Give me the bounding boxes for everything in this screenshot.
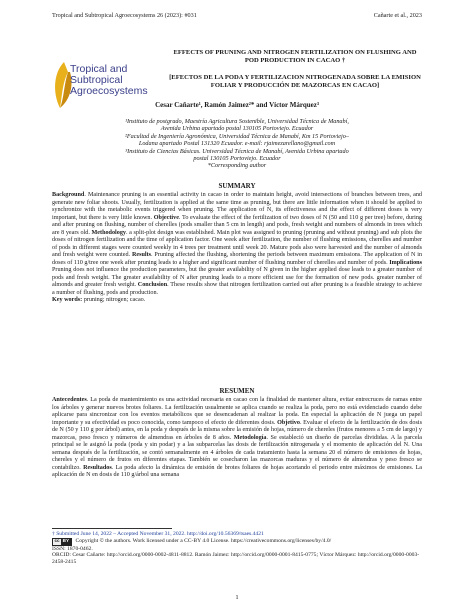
summary-text bbox=[52, 192, 422, 305]
footnotes bbox=[52, 531, 422, 565]
objetivo-label: Objetivo bbox=[277, 419, 300, 426]
summary-heading: SUMMARY bbox=[218, 182, 256, 190]
implications-text: Pruning does not influence the production parameters, but the greater availability of N given in the higher applied dose leads to a greater number of pods and fresh weight. The greater availability of N after pruning leads to a more efficient use for the formation of new pods. greater number of almonds and greater fresh weight. bbox=[52, 267, 422, 288]
orcid-list bbox=[52, 552, 422, 565]
objective-text: . To evaluate the effect of the fertilization of two doses of N (50 and 110 g per tree) before, during and after pruning on flushing, number of cherelles (pods smaller than 5 cm in length) and pods, fresh weight and numbers of almonds in trees which are 8 years old. bbox=[52, 214, 423, 236]
results-label: Results bbox=[131, 252, 152, 258]
affiliation-2: ²Facultad de Ingeniería Agronómica, Universidad Técnica de Manabí, Km 15 Portoviejo–Lodana apartado Postal 131320 Ecuador. e-mail: rjaimezarellano@gmail.com bbox=[125, 132, 349, 148]
keywords-text: pruning; nitrogen; cacao. bbox=[82, 297, 146, 303]
cc-label: cc bbox=[54, 538, 60, 544]
author-list: Cesar Cañarte¹, Ramón Jaimez²* and Víctor Márquez³ bbox=[155, 101, 319, 109]
page-number: 1 bbox=[235, 594, 239, 601]
affiliation-3: ³Instituto de Ciencias Básicas. Universidad Técnica de Manabí, Avenida Urbina apartado postal 130105 Portoviejo. Ecuador bbox=[125, 147, 349, 163]
running-head bbox=[52, 12, 422, 19]
footnote-divider bbox=[52, 528, 172, 529]
title-block bbox=[168, 49, 422, 91]
corresponding-author-note: *Corresponding author bbox=[207, 162, 267, 170]
title-english: EFFECTS OF PRUNING AND NITROGEN FERTILIZATION ON FLUSHING AND POD PRODUCTION IN CACAO † bbox=[173, 49, 417, 65]
objective-label: Objective bbox=[153, 214, 179, 221]
submission-dates bbox=[52, 531, 422, 538]
issn: ISSN: 1870-0462. bbox=[52, 545, 93, 552]
cc-by-license-icon[interactable] bbox=[52, 538, 72, 546]
background-text: . Maintenance pruning is an essential activity in cacao in order to maintain height, avoid intersections of branches between trees, and generate new foliar shoots. Usually, fertilization is applied at the same time as pruning, but there are little information when it should be applied to synchronize with the metabolic events triggered when pruning. The application of N, its effectiveness and the effect of different doses is very important, but there is very little known. bbox=[52, 192, 422, 221]
objetivo-text: . Evaluar el efecto de la fertilización de dos dosis de N (50 y 110 g por árbol) antes, en la poda y después de la misma sobre la emisión de hojas, número de chereles (frutos menores a 5 cm de largo) y mazorcas, peso fresco y números de almendras en árboles de 8 años. bbox=[52, 419, 422, 441]
background-label: Background bbox=[52, 192, 85, 198]
logo-line-3: Agroecosystems bbox=[70, 85, 148, 97]
conclusion-text: . These results show that nitrogen fertilization carried out after pruning is a feasible strategy to achieve a number of flushing, pods and production. bbox=[52, 282, 423, 296]
by-label: BY bbox=[62, 538, 70, 544]
affiliations bbox=[120, 118, 354, 170]
journal-citation: Tropical and Subtropical Agroecosystems 26 (2023): #031 bbox=[52, 12, 197, 19]
keywords-label: Key words: bbox=[52, 297, 83, 303]
orcid-text[interactable]: ORCID: Cesar Cañarte: http://orcid.org/0000-0002-4811-8812. Ramón Jaimez: http://orcid.org/0000-0001-8415-0775; Víctor Márquez: http://orcid.org/0000-0003-2458-2415 bbox=[52, 552, 420, 565]
author-citation: Cañarte et al., 2023 bbox=[373, 12, 422, 19]
metodologia-text: . Se estableció un diseño de parcelas divididas. A la parcela principal se le asignó la poda (poda y sin podar) y a las subparcelas las dosis de fertilización nitrogenada y el momento de aplicación del N. Una semana después de la fertilización, se contó semanalmente en 4 árboles de cada tratamiento hasta la semana 20 el número de emisiones de hojas, chereles y el número de frutos en diferentes etapas. También se cosecharon las mazorcas maduras y el número de almendras y peso fresco se contabilizo. bbox=[52, 434, 422, 471]
journal-logo-text bbox=[70, 64, 148, 97]
doi-link[interactable]: † Submitted June 14, 2022 – Accepted November 31, 2022. http://doi.org/10.56369/tsaes.4421 bbox=[52, 531, 264, 537]
methodology-label: Methodology bbox=[91, 229, 126, 236]
antecedentes-text: . La poda de mantenimiento es una actividad necesaria en cacao con la finalidad de mantener altura, evitar entrecruces de ramas entre los árboles y generar nuevos brotes foliares. La fertilización usualmente se aplica cuando se realiza la poda, pero no está evidenciado cuando debe aplicarse para sincronizar con los eventos metabólicos que se desencadenan al realizar la poda. En especial la aplicación de N juega un papel importante y su efectividad es poco conocida, como tampoco el efecto de diferentes dosis. bbox=[52, 397, 422, 426]
methodology-text: . a split-plot design was established. Main plot was assigned to pruning (pruning and without pruning) and sub plots the doses of nitrogen fertilization and the time of application factor. One week after fertilization, the number of flushing emissions, cherelles and number of pods in different stages were counted weekly in 4 trees per treatment until week 20. Mature pods also were harvested and the number of almonds and fresh weight were counted. bbox=[52, 229, 422, 258]
journal-logo bbox=[50, 58, 160, 118]
license-text: Copyright © the authors. Work licensed under a CC-BY 4.0 License. https://creativecommons.org/licenses/by/4.0/ bbox=[75, 538, 332, 545]
resumen-heading: RESUMEN bbox=[219, 387, 255, 395]
resumen-text bbox=[52, 397, 422, 480]
resultados-text: . La poda afecto la dinámica de emisión de brotes foliares de hojas acortando el periodo entre máximos de emisiones. La aplicación de N en dosis de 110 g/árbol una semana bbox=[52, 464, 422, 478]
metodologia-label: Metodología bbox=[233, 434, 267, 441]
license-row bbox=[52, 538, 422, 546]
resultados-label: Resultados bbox=[83, 464, 112, 471]
logo-line-1: Tropical and bbox=[70, 63, 128, 75]
affiliation-1: ¹Instituto de postgrado, Maestría Agricultura Sostenible, Universidad Técnica de Manabí, Avenida Urbina apartado postal 130105 Portoviejo. Ecuador bbox=[125, 118, 349, 133]
logo-line-2: Subtropical bbox=[70, 74, 123, 86]
conclusion-label: Conclusion bbox=[137, 282, 168, 288]
title-spanish: [EFECTOS DE LA PODA Y FERTILIZACION NITROGENADA SOBRE LA EMISION FOLIAR Y PRODUCCIÓN DE MAZORCAS EN CACAO] bbox=[169, 73, 421, 90]
implications-label: Implications bbox=[389, 259, 422, 266]
antecedentes-label: Antecedentes bbox=[52, 397, 87, 403]
results-text: . Pruning affected the flushing, shortening the periods between maximum emissions. The application of N in doses of 110 g/tree one week after pruning leads to a higher and significant number of flushing number of cherelles and number of pods. bbox=[52, 252, 423, 266]
